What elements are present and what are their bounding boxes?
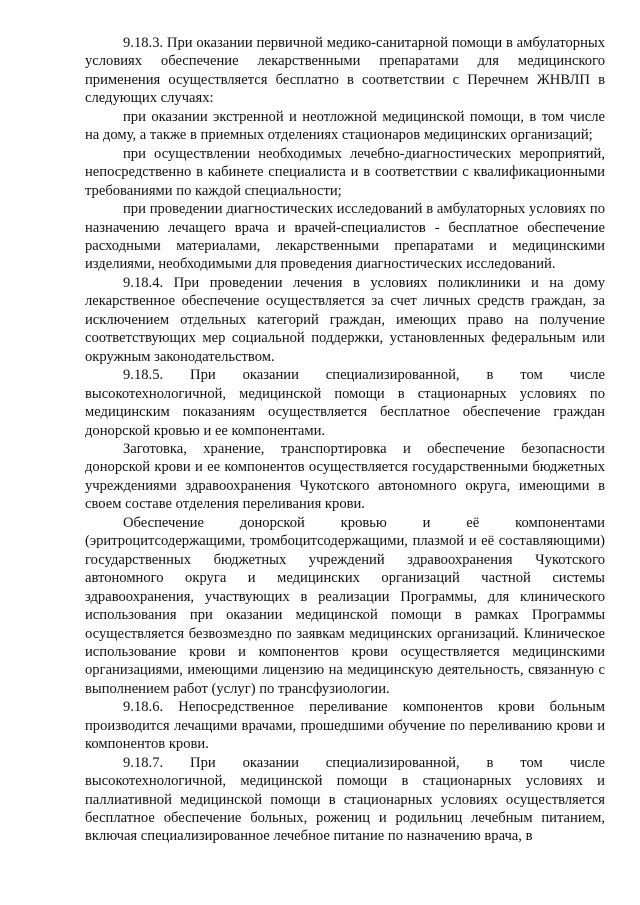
paragraph-9-18-3: 9.18.3. При оказании первичной медико-санитарной помощи в амбулаторных условиях обеспечение лекарственными препаратами для медицинского применения осуществляется бесплатно в соответствии с Перечнем ЖНВЛП в следующих случаях:	[85, 35, 605, 107]
paragraph-9-18-5: 9.18.5. При оказании специализированной, в том числе высокотехнологичной, медицинской помощи в стационарных условиях по медицинским показаниям осуществляется бесплатное обеспечение граждан донорской кровью и ее компонентами.	[85, 367, 605, 439]
paragraph-emergency-care: при оказании экстренной и неотложной медицинской помощи, в том числе на дому, а также в приемных отделениях стационаров медицинских организаций;	[85, 108, 605, 144]
paragraph-diagnostic-research: при проведении диагностических исследований в амбулаторных условиях по назначению лечащего врача и врачей-специалистов - бесплатное обеспечение расходными материалами, лекарственными препаратами и медицинскими изделиями, необходимыми для проведения диагностических исследований.	[85, 201, 605, 273]
paragraph-9-18-7: 9.18.7. При оказании специализированной, в том числе высокотехнологичной, медицинской помощи в стационарных условиях и паллиативной медицинской помощи в стационарных условиях осуществляется бесплатное обеспечение больных, рожениц и родильниц лечебным питанием, включая специализированное лечебное питание по назначению врача, в	[85, 754, 605, 845]
paragraph-9-18-4: 9.18.4. При проведении лечения в условиях поликлиники и на дому лекарственное обеспечение осуществляется за счет личных средств граждан, за исключением отдельных категорий граждан, имеющих право на получение соответствующих мер социальной поддержки, установленных федеральным или окружным законодательством.	[85, 274, 605, 365]
paragraph-diagnostic-measures: при осуществлении необходимых лечебно-диагностических мероприятий, непосредственно в кабинете специалиста и в соответствии с квалификационными требованиями по каждой специальности;	[85, 145, 605, 199]
paragraph-blood-supply: Обеспечение донорской кровью и её компонентами (эритроцитсодержащими, тромбоцитсодержащими, плазмой и её составляющими) государственных бюджетных учреждений здравоохранения Чукотского автономного округа и медицинских организаций частной системы здравоохранения, участвующих в реализации Программы, для клинического использования при оказании медицинской помощи в рамках Программы осуществляется безвозмездно по заявкам медицинских организаций. Клиническое использование крови и компонентов крови осуществляется медицинскими организациями, имеющими лицензию на медицинскую деятельность, связанную с выполнением работ (услуг) по трансфузиологии.	[85, 514, 605, 697]
paragraph-blood-procurement: Заготовка, хранение, транспортировка и обеспечение безопасности донорской крови и ее компонентов осуществляется государственными бюджетных учреждениями здравоохранения Чукотского автономного округа, имеющими в своем составе отделения переливания крови.	[85, 440, 605, 513]
document-page	[85, 34, 605, 846]
paragraph-9-18-6: 9.18.6. Непосредственное переливание компонентов крови больным производится лечащими врачами, прошедшими обучение по переливанию крови и компонентов крови.	[85, 699, 605, 753]
